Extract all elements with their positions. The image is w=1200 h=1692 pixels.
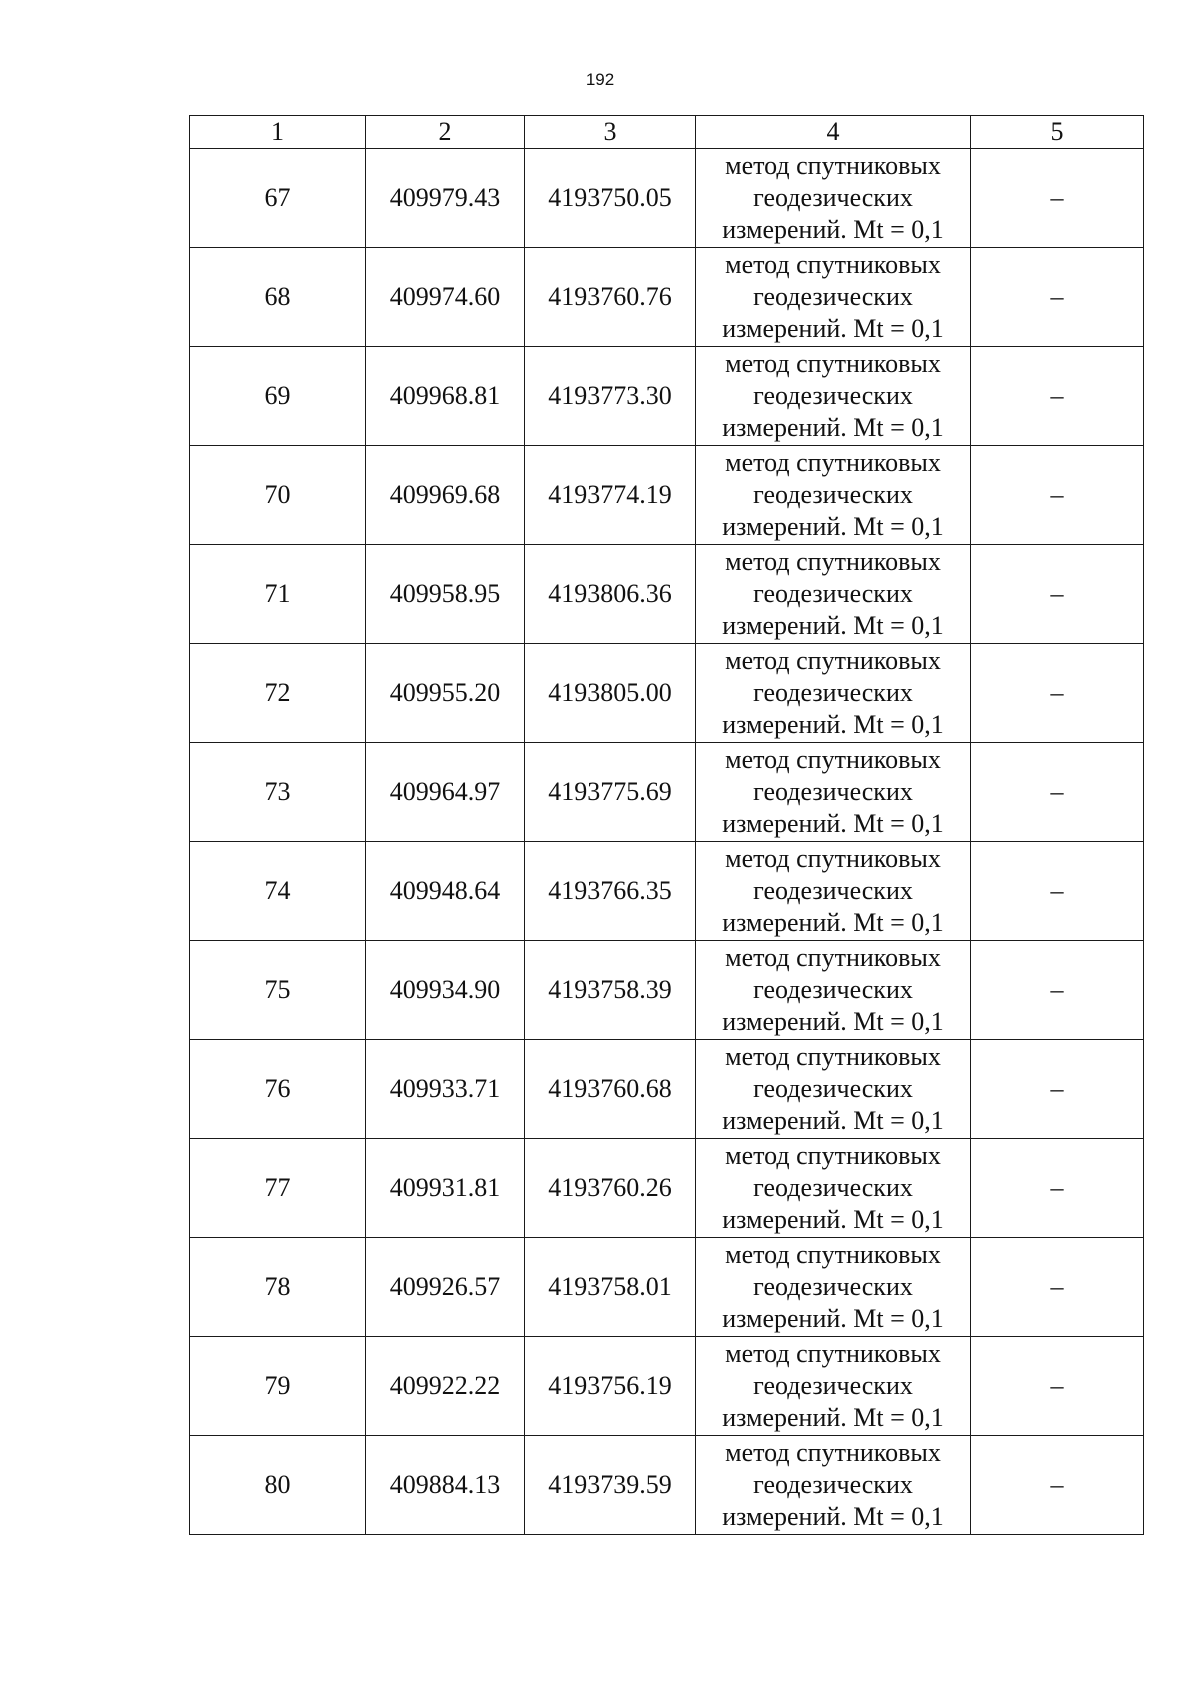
x-coordinate-cell: 409974.60	[366, 248, 525, 347]
method-line: измерений. Mt = 0,1	[722, 1502, 944, 1531]
y-coordinate-cell: 4193739.59	[525, 1436, 696, 1535]
note-cell: –	[971, 545, 1144, 644]
point-number-cell: 70	[190, 446, 366, 545]
method-line: геодезических	[753, 975, 913, 1004]
point-number-cell: 73	[190, 743, 366, 842]
x-coordinate-cell: 409969.68	[366, 446, 525, 545]
method-line: геодезических	[753, 282, 913, 311]
y-coordinate-cell: 4193760.76	[525, 248, 696, 347]
x-coordinate-cell: 409979.43	[366, 149, 525, 248]
point-number-cell: 71	[190, 545, 366, 644]
note-cell: –	[971, 743, 1144, 842]
method-line: измерений. Mt = 0,1	[722, 710, 944, 739]
method-cell	[696, 1337, 971, 1436]
method-line: геодезических	[753, 1173, 913, 1202]
method-line: измерений. Mt = 0,1	[722, 611, 944, 640]
method-cell	[696, 1436, 971, 1535]
table-row	[190, 545, 1144, 644]
table-row	[190, 248, 1144, 347]
method-line: метод спутниковых	[725, 547, 941, 576]
note-cell: –	[971, 842, 1144, 941]
point-number-cell: 80	[190, 1436, 366, 1535]
point-number-cell: 78	[190, 1238, 366, 1337]
header-row	[190, 116, 1144, 149]
y-coordinate-cell: 4193758.39	[525, 941, 696, 1040]
method-line: измерений. Mt = 0,1	[722, 1205, 944, 1234]
table-row	[190, 1040, 1144, 1139]
x-coordinate-cell: 409922.22	[366, 1337, 525, 1436]
method-line: геодезических	[753, 1074, 913, 1103]
method-line: метод спутниковых	[725, 151, 941, 180]
method-line: измерений. Mt = 0,1	[722, 809, 944, 838]
note-cell: –	[971, 1238, 1144, 1337]
x-coordinate-cell: 409926.57	[366, 1238, 525, 1337]
x-coordinate-cell: 409931.81	[366, 1139, 525, 1238]
method-cell	[696, 248, 971, 347]
method-line: метод спутниковых	[725, 646, 941, 675]
y-coordinate-cell: 4193805.00	[525, 644, 696, 743]
note-cell: –	[971, 1436, 1144, 1535]
y-coordinate-cell: 4193756.19	[525, 1337, 696, 1436]
table-row	[190, 1139, 1144, 1238]
table-row	[190, 842, 1144, 941]
method-line: метод спутниковых	[725, 349, 941, 378]
x-coordinate-cell: 409968.81	[366, 347, 525, 446]
method-line: метод спутниковых	[725, 1339, 941, 1368]
method-cell	[696, 1040, 971, 1139]
method-line: геодезических	[753, 1470, 913, 1499]
table-row	[190, 446, 1144, 545]
method-cell	[696, 149, 971, 248]
method-line: геодезических	[753, 579, 913, 608]
method-line: метод спутниковых	[725, 1042, 941, 1071]
method-line: измерений. Mt = 0,1	[722, 512, 944, 541]
point-number-cell: 79	[190, 1337, 366, 1436]
point-number-cell: 69	[190, 347, 366, 446]
method-line: измерений. Mt = 0,1	[722, 413, 944, 442]
table-header	[190, 116, 1144, 149]
method-line: измерений. Mt = 0,1	[722, 1007, 944, 1036]
method-line: измерений. Mt = 0,1	[722, 1304, 944, 1333]
table-row	[190, 644, 1144, 743]
table-row	[190, 743, 1144, 842]
method-line: измерений. Mt = 0,1	[722, 908, 944, 937]
method-line: геодезических	[753, 480, 913, 509]
x-coordinate-cell: 409933.71	[366, 1040, 525, 1139]
method-line: метод спутниковых	[725, 745, 941, 774]
method-line: геодезических	[753, 777, 913, 806]
point-number-cell: 67	[190, 149, 366, 248]
y-coordinate-cell: 4193750.05	[525, 149, 696, 248]
x-coordinate-cell: 409955.20	[366, 644, 525, 743]
method-line: измерений. Mt = 0,1	[722, 1403, 944, 1432]
point-number-cell: 77	[190, 1139, 366, 1238]
header-cell-5: 5	[971, 116, 1144, 149]
method-line: геодезических	[753, 1272, 913, 1301]
method-cell	[696, 347, 971, 446]
table-body	[190, 149, 1144, 1535]
y-coordinate-cell: 4193766.35	[525, 842, 696, 941]
method-line: геодезических	[753, 183, 913, 212]
header-cell-3: 3	[525, 116, 696, 149]
method-line: метод спутниковых	[725, 1141, 941, 1170]
x-coordinate-cell: 409964.97	[366, 743, 525, 842]
method-cell	[696, 545, 971, 644]
note-cell: –	[971, 446, 1144, 545]
method-cell	[696, 743, 971, 842]
table-row	[190, 941, 1144, 1040]
method-line: метод спутниковых	[725, 250, 941, 279]
method-line: геодезических	[753, 876, 913, 905]
y-coordinate-cell: 4193760.68	[525, 1040, 696, 1139]
point-number-cell: 72	[190, 644, 366, 743]
table-row	[190, 347, 1144, 446]
method-cell	[696, 1139, 971, 1238]
coordinates-table	[189, 115, 1144, 1535]
method-cell	[696, 644, 971, 743]
point-number-cell: 76	[190, 1040, 366, 1139]
y-coordinate-cell: 4193758.01	[525, 1238, 696, 1337]
y-coordinate-cell: 4193773.30	[525, 347, 696, 446]
table-row	[190, 1337, 1144, 1436]
method-line: метод спутниковых	[725, 448, 941, 477]
note-cell: –	[971, 941, 1144, 1040]
method-line: геодезических	[753, 678, 913, 707]
x-coordinate-cell: 409948.64	[366, 842, 525, 941]
header-cell-2: 2	[366, 116, 525, 149]
note-cell: –	[971, 644, 1144, 743]
point-number-cell: 74	[190, 842, 366, 941]
method-cell	[696, 1238, 971, 1337]
method-cell	[696, 842, 971, 941]
method-line: измерений. Mt = 0,1	[722, 215, 944, 244]
table-row	[190, 1238, 1144, 1337]
header-cell-1: 1	[190, 116, 366, 149]
table-row	[190, 149, 1144, 248]
x-coordinate-cell: 409884.13	[366, 1436, 525, 1535]
note-cell: –	[971, 248, 1144, 347]
method-cell	[696, 941, 971, 1040]
y-coordinate-cell: 4193760.26	[525, 1139, 696, 1238]
method-line: геодезических	[753, 381, 913, 410]
note-cell: –	[971, 149, 1144, 248]
x-coordinate-cell: 409958.95	[366, 545, 525, 644]
method-line: геодезических	[753, 1371, 913, 1400]
note-cell: –	[971, 347, 1144, 446]
method-line: измерений. Mt = 0,1	[722, 1106, 944, 1135]
point-number-cell: 68	[190, 248, 366, 347]
method-line: метод спутниковых	[725, 1438, 941, 1467]
point-number-cell: 75	[190, 941, 366, 1040]
y-coordinate-cell: 4193775.69	[525, 743, 696, 842]
table-row	[190, 1436, 1144, 1535]
page-number: 192	[585, 70, 615, 89]
method-line: метод спутниковых	[725, 943, 941, 972]
x-coordinate-cell: 409934.90	[366, 941, 525, 1040]
method-line: метод спутниковых	[725, 844, 941, 873]
note-cell: –	[971, 1139, 1144, 1238]
note-cell: –	[971, 1040, 1144, 1139]
note-cell: –	[971, 1337, 1144, 1436]
method-line: метод спутниковых	[725, 1240, 941, 1269]
header-cell-4: 4	[696, 116, 971, 149]
y-coordinate-cell: 4193806.36	[525, 545, 696, 644]
method-line: измерений. Mt = 0,1	[722, 314, 944, 343]
y-coordinate-cell: 4193774.19	[525, 446, 696, 545]
method-cell	[696, 446, 971, 545]
